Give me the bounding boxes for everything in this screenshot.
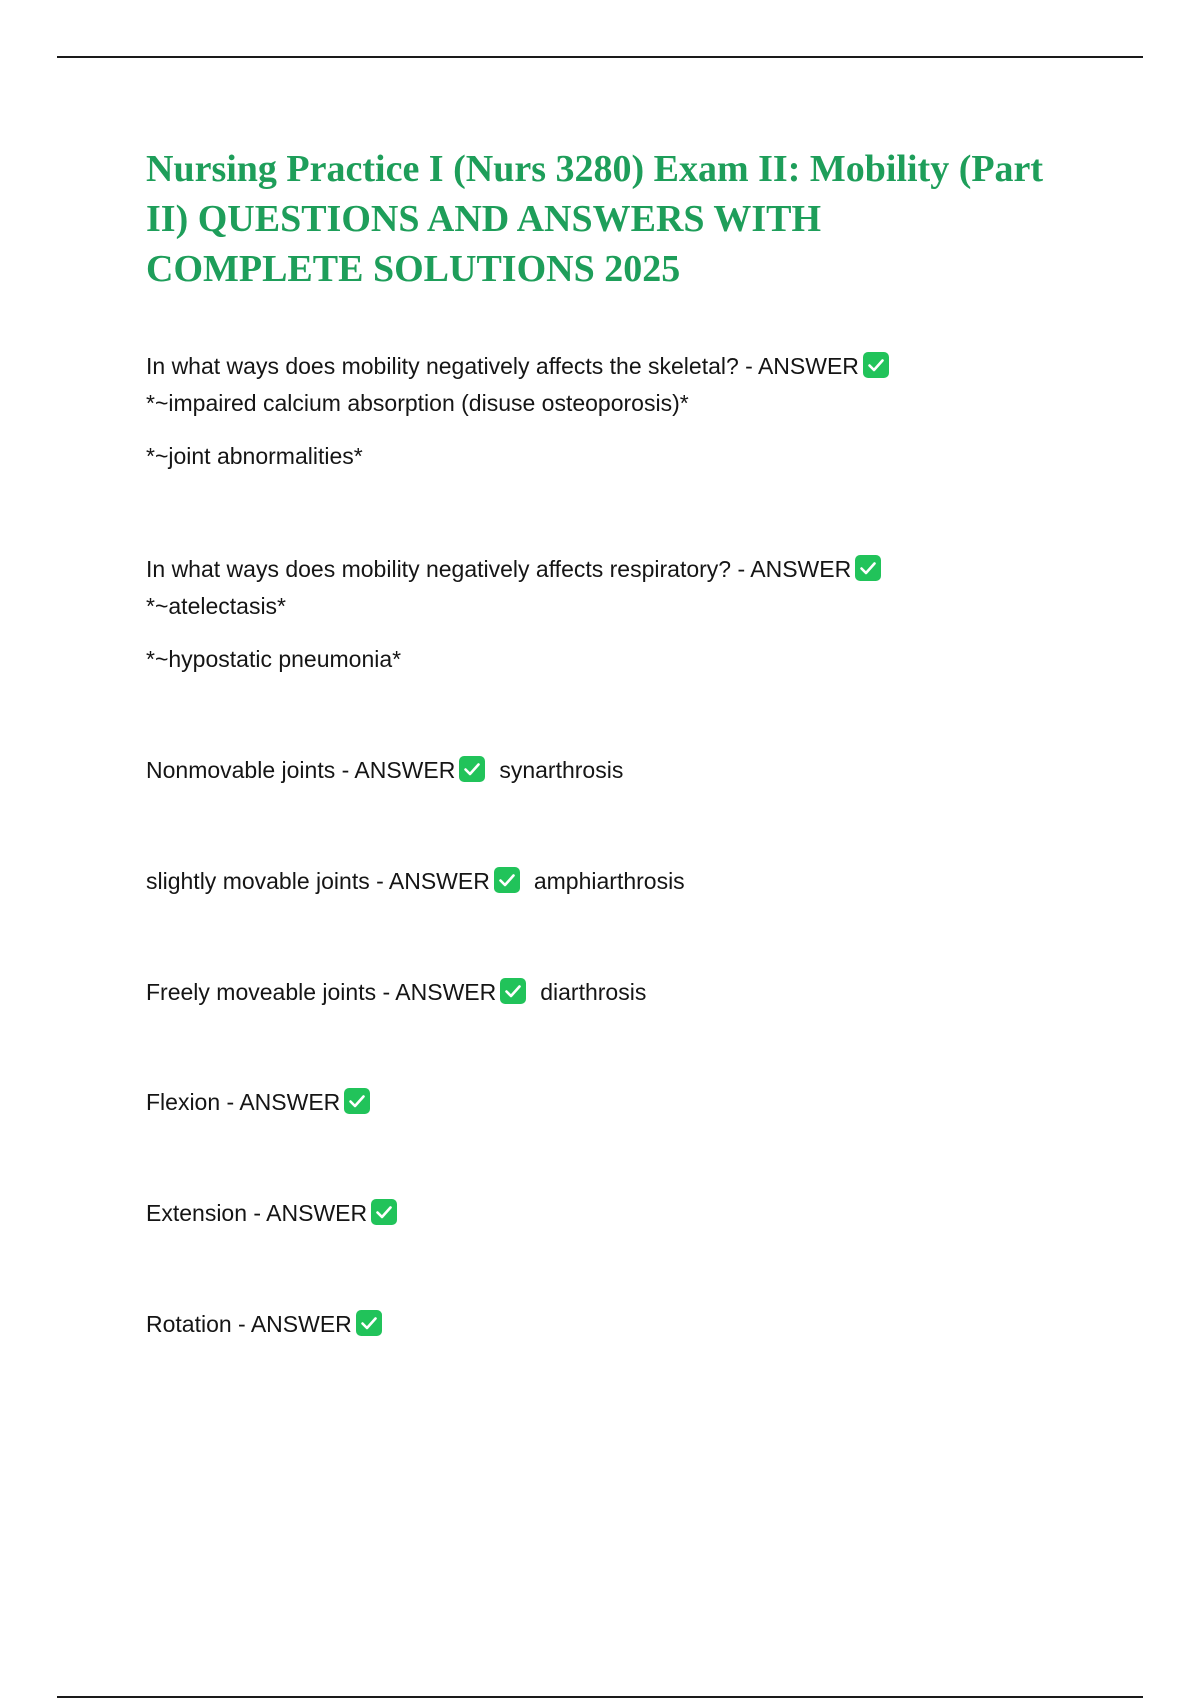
qa-item-7	[146, 1195, 1046, 1232]
qa-item-1	[146, 348, 1046, 475]
question-text: Rotation - ANSWER	[146, 1311, 352, 1337]
qa-item-2	[146, 551, 1046, 678]
question-line	[146, 551, 1046, 588]
answer-line: *~hypostatic pneumonia*	[146, 646, 402, 672]
check-mark-icon	[500, 978, 526, 1004]
question-text: Freely moveable joints - ANSWER	[146, 979, 497, 1005]
check-mark-icon	[863, 352, 889, 378]
question-text: Extension - ANSWER	[146, 1200, 368, 1226]
check-mark-icon	[459, 756, 485, 782]
answer-text: diarthrosis	[540, 979, 647, 1005]
answer-text: amphiarthrosis	[533, 868, 685, 894]
question-line	[146, 348, 1046, 385]
check-mark-icon	[344, 1088, 370, 1114]
qa-item-5	[146, 974, 1046, 1011]
check-mark-icon	[494, 867, 520, 893]
question-text: In what ways does mobility negatively affects the skeletal? - ANSWER	[146, 353, 859, 379]
question-line	[146, 1306, 1046, 1343]
qa-item-3	[146, 752, 1046, 789]
question-line	[146, 1084, 1046, 1121]
answer-text: synarthrosis	[499, 757, 624, 783]
question-line	[146, 974, 1046, 1011]
question-text: Flexion - ANSWER	[146, 1089, 341, 1115]
answer-line: *~atelectasis*	[146, 593, 286, 619]
document-body	[146, 144, 1046, 1343]
answer-line: *~impaired calcium absorption (disuse osteoporosis)*	[146, 390, 689, 416]
question-line	[146, 1195, 1046, 1232]
check-mark-icon	[855, 555, 881, 581]
question-text: Nonmovable joints - ANSWER	[146, 757, 456, 783]
answer-line: *~joint abnormalities*	[146, 443, 363, 469]
top-rule	[57, 56, 1143, 58]
check-mark-icon	[371, 1199, 397, 1225]
question-line	[146, 863, 1046, 900]
qa-item-6	[146, 1084, 1046, 1121]
check-mark-icon	[356, 1310, 382, 1336]
bottom-rule	[57, 1696, 1143, 1698]
question-text: In what ways does mobility negatively affects respiratory? - ANSWER	[146, 556, 852, 582]
qa-item-4	[146, 863, 1046, 900]
document-title: Nursing Practice I (Nurs 3280) Exam II: Mobility (Part II) QUESTIONS AND ANSWERS WITH COMPLETE SOLUTIONS 2025	[146, 148, 1044, 290]
qa-item-8	[146, 1306, 1046, 1343]
question-text: slightly movable joints - ANSWER	[146, 868, 490, 894]
question-line	[146, 752, 1046, 789]
